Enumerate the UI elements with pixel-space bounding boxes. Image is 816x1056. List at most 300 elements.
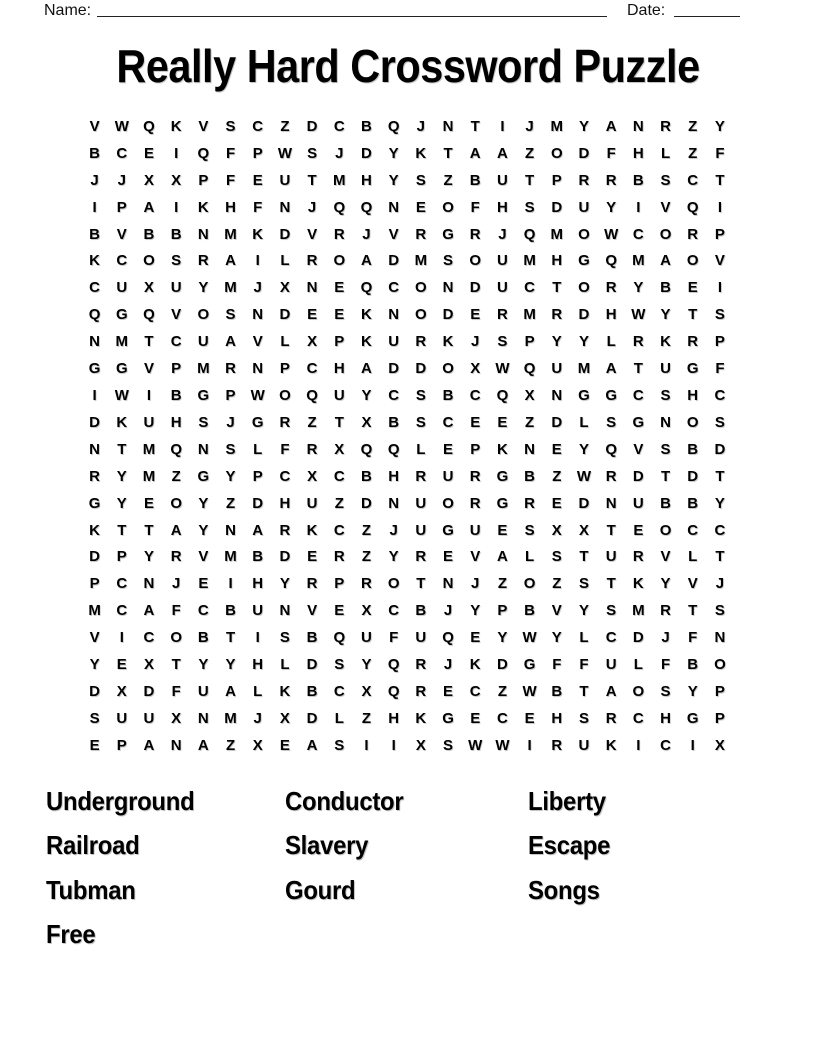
grid-letter: E	[443, 548, 454, 566]
grid-letter: Z	[361, 521, 372, 539]
grid-letter: E	[198, 575, 209, 593]
grid-letter: Z	[334, 494, 344, 512]
grid-letter: X	[524, 387, 535, 405]
grid-letter: S	[279, 629, 290, 647]
grid-letter: I	[92, 387, 97, 405]
grid-letter: A	[605, 117, 617, 135]
grid-letter: S	[415, 171, 426, 189]
grid-letter: U	[605, 548, 617, 566]
grid-letter: C	[388, 279, 400, 297]
grid-letter: O	[550, 144, 563, 162]
grid-letter: N	[279, 602, 291, 620]
grid-letter: O	[578, 225, 590, 243]
grid-letter: F	[171, 602, 181, 620]
grid-letter: J	[253, 709, 262, 727]
grid-letter: K	[632, 575, 644, 593]
grid-letter: C	[714, 521, 726, 539]
grid-letter: R	[551, 736, 563, 754]
grid-letter: T	[688, 306, 698, 324]
word-list-item-label: Free	[46, 919, 96, 950]
grid-letter: C	[116, 252, 128, 270]
grid-letter: K	[89, 521, 101, 539]
grid-letter: I	[174, 144, 179, 162]
grid-letter: R	[632, 333, 644, 351]
grid-letter: M	[414, 252, 428, 270]
grid-letter: L	[525, 548, 535, 566]
grid-letter: E	[334, 602, 345, 620]
grid-letter: I	[636, 198, 641, 216]
grid-letter: H	[551, 709, 563, 727]
grid-letter: Q	[605, 252, 617, 270]
page-title: Really Hard Crossword Puzzle	[116, 40, 700, 92]
grid-letter: Z	[552, 467, 562, 485]
grid-letter: X	[361, 602, 372, 620]
grid-letter: J	[307, 198, 317, 216]
grid-letter: B	[660, 494, 671, 512]
grid-letter: F	[470, 198, 480, 216]
grid-letter: X	[171, 171, 182, 189]
word-list-item	[46, 868, 285, 913]
grid-letter: J	[335, 144, 344, 162]
grid-letter: Q	[333, 629, 346, 647]
grid-letter: K	[306, 521, 318, 539]
grid-letter: M	[550, 117, 564, 135]
grid-letter: Y	[687, 682, 698, 700]
grid-letter: Z	[525, 144, 535, 162]
grid-letter: W	[277, 144, 292, 162]
grid-letter: N	[279, 198, 291, 216]
grid-letter: M	[632, 602, 645, 620]
grid-letter: X	[361, 682, 372, 700]
grid-letter: Q	[387, 682, 400, 700]
grid-letter: Q	[387, 656, 400, 674]
grid-letter: D	[415, 360, 427, 378]
grid-letter: N	[197, 709, 209, 727]
grid-letter: G	[115, 360, 128, 378]
grid-letter: S	[225, 440, 236, 458]
grid-letter: Y	[633, 279, 644, 297]
grid-letter: M	[523, 306, 536, 324]
grid-letter: X	[143, 279, 154, 297]
word-list-item-label: Conductor	[285, 785, 404, 816]
grid-letter: B	[225, 602, 236, 620]
grid-letter: T	[334, 413, 344, 431]
grid-letter: M	[577, 360, 591, 378]
grid-letter: D	[89, 682, 101, 700]
grid-letter: T	[470, 117, 480, 135]
grid-letter: P	[116, 548, 127, 566]
grid-letter: S	[714, 602, 725, 620]
grid-letter: R	[469, 494, 481, 512]
grid-letter: O	[143, 252, 155, 270]
grid-letter: J	[443, 602, 453, 620]
grid-letter: Y	[606, 198, 617, 216]
grid-letter: N	[197, 440, 209, 458]
grid-letter: D	[279, 548, 291, 566]
grid-letter: A	[170, 521, 182, 539]
grid-letter: E	[307, 306, 318, 324]
grid-letter: A	[496, 548, 508, 566]
grid-letter: V	[89, 629, 100, 647]
grid-letter: A	[225, 333, 236, 351]
grid-letter: T	[579, 682, 589, 700]
grid-letter: B	[687, 494, 699, 512]
grid-letter: H	[388, 467, 400, 485]
grid-letter: P	[551, 171, 562, 189]
grid-letter: N	[306, 279, 318, 297]
grid-letter: B	[551, 682, 563, 700]
grid-letter: V	[89, 117, 100, 135]
grid-letter: T	[117, 521, 127, 539]
grid-letter: O	[170, 629, 182, 647]
grid-letter: U	[415, 629, 427, 647]
grid-letter: C	[524, 279, 536, 297]
grid-letter: R	[333, 548, 345, 566]
grid-letter: K	[496, 440, 508, 458]
grid-letter: K	[116, 413, 128, 431]
grid-letter: T	[144, 521, 154, 539]
grid-letter: Q	[360, 198, 373, 216]
grid-letter: Y	[143, 548, 154, 566]
grid-letter: D	[252, 494, 264, 512]
grid-letter: J	[389, 521, 398, 539]
grid-letter: D	[496, 656, 508, 674]
grid-letter: R	[279, 413, 291, 431]
grid-letter: E	[470, 629, 481, 647]
grid-letter: Y	[470, 602, 481, 620]
grid-letter: O	[415, 279, 427, 297]
grid-letter: I	[717, 279, 722, 297]
grid-letter: V	[551, 602, 562, 620]
grid-letter: N	[605, 494, 617, 512]
grid-letter: Z	[688, 117, 698, 135]
grid-letter: D	[632, 629, 644, 647]
grid-letter: B	[361, 467, 372, 485]
grid-letter: H	[605, 306, 617, 324]
grid-letter: K	[415, 144, 427, 162]
grid-letter: Y	[198, 656, 209, 674]
grid-letter: B	[89, 225, 101, 243]
grid-letter: W	[250, 387, 265, 405]
grid-letter: U	[496, 171, 508, 189]
grid-letter: W	[495, 360, 510, 378]
grid-letter: I	[364, 736, 369, 754]
grid-letter: A	[496, 144, 508, 162]
grid-letter: K	[469, 656, 481, 674]
grid-letter: H	[361, 171, 372, 189]
grid-letter: C	[333, 521, 345, 539]
grid-letter: C	[252, 117, 264, 135]
grid-letter: K	[361, 333, 372, 351]
grid-letter: Z	[525, 413, 535, 431]
grid-letter: X	[143, 656, 154, 674]
grid-letter: Y	[198, 521, 209, 539]
grid-letter: I	[174, 198, 179, 216]
grid-letter: N	[632, 117, 644, 135]
grid-letter: D	[306, 656, 318, 674]
grid-letter: M	[115, 333, 129, 351]
grid-letter: D	[714, 440, 726, 458]
title-row	[0, 40, 816, 92]
grid-letter: G	[88, 494, 101, 512]
grid-letter: B	[89, 144, 101, 162]
grid-letter: O	[442, 494, 454, 512]
grid-letter: C	[632, 709, 644, 727]
grid-letter: G	[496, 467, 509, 485]
grid-letter: Y	[497, 629, 508, 647]
grid-letter: E	[470, 413, 481, 431]
grid-letter: K	[442, 333, 454, 351]
grid-letter: T	[606, 521, 616, 539]
grid-letter: Y	[225, 656, 236, 674]
grid-letter: U	[496, 279, 508, 297]
word-list-item	[46, 824, 285, 869]
word-list-item	[528, 868, 768, 913]
grid-letter: J	[117, 171, 126, 189]
grid-letter: F	[688, 629, 698, 647]
grid-letter: S	[497, 333, 508, 351]
grid-letter: A	[660, 252, 671, 270]
grid-letter: A	[605, 682, 617, 700]
grid-letter: U	[116, 279, 128, 297]
grid-letter: Q	[523, 225, 536, 243]
grid-letter: X	[279, 709, 290, 727]
grid-letter: T	[117, 440, 127, 458]
grid-letter: X	[252, 736, 263, 754]
grid-letter: J	[226, 413, 235, 431]
grid-letter: T	[225, 629, 236, 647]
grid-letter: Q	[686, 198, 699, 216]
grid-letter: C	[388, 602, 400, 620]
grid-letter: E	[497, 521, 508, 539]
grid-letter: L	[334, 709, 344, 727]
grid-letter: I	[92, 198, 97, 216]
grid-letter: A	[143, 736, 155, 754]
grid-letter: L	[660, 144, 671, 162]
grid-letter: P	[116, 736, 127, 754]
grid-letter: E	[551, 494, 562, 512]
grid-letter: I	[391, 736, 396, 754]
grid-letter: H	[551, 252, 563, 270]
grid-letter: C	[197, 602, 209, 620]
grid-letter: D	[469, 279, 481, 297]
grid-letter: Q	[170, 440, 182, 458]
grid-letter: X	[279, 279, 290, 297]
grid-letter: F	[606, 144, 616, 162]
grid-letter: U	[333, 387, 345, 405]
grid-letter: V	[307, 602, 318, 620]
grid-letter: S	[660, 171, 671, 189]
grid-letter: N	[197, 225, 209, 243]
grid-letter: Y	[116, 467, 127, 485]
grid-letter: K	[197, 198, 209, 216]
grid-letter: T	[416, 575, 426, 593]
grid-letter: H	[252, 575, 264, 593]
grid-letter: V	[252, 333, 263, 351]
grid-letter: U	[170, 279, 182, 297]
grid-letter: P	[116, 198, 127, 216]
grid-letter: Y	[551, 333, 562, 351]
word-list-column	[285, 779, 528, 957]
grid-letter: E	[252, 171, 263, 189]
grid-letter: D	[578, 144, 590, 162]
grid-letter: V	[171, 306, 182, 324]
grid-letter: L	[579, 413, 589, 431]
word-list-item-label: Slavery	[285, 830, 369, 861]
grid-letter: S	[443, 736, 454, 754]
grid-letter: E	[334, 279, 345, 297]
grid-letter: W	[576, 467, 592, 485]
grid-letter: G	[442, 521, 454, 539]
grid-letter: V	[198, 548, 209, 566]
grid-letter: I	[255, 629, 260, 647]
grid-letter: Z	[497, 682, 507, 700]
grid-letter: O	[442, 360, 454, 378]
grid-letter: U	[551, 360, 563, 378]
grid-letter: I	[717, 198, 722, 216]
grid-letter: A	[469, 144, 481, 162]
grid-letter: F	[253, 198, 263, 216]
grid-letter: K	[252, 225, 264, 243]
grid-letter: D	[143, 682, 155, 700]
grid-letter: Z	[361, 548, 372, 566]
grid-letter: E	[443, 682, 454, 700]
grid-letter: A	[197, 736, 209, 754]
grid-letter: Q	[523, 360, 536, 378]
word-list-item-label: Escape	[528, 830, 611, 861]
grid-letter: N	[442, 117, 454, 135]
grid-letter: C	[469, 682, 481, 700]
grid-letter: C	[116, 144, 128, 162]
grid-letter: U	[496, 252, 508, 270]
grid-letter: B	[170, 387, 182, 405]
word-list-item	[46, 779, 285, 824]
grid-letter: V	[660, 548, 671, 566]
grid-letter: O	[686, 413, 699, 431]
grid-letter: P	[714, 682, 725, 700]
grid-letter: B	[197, 629, 209, 647]
grid-letter: C	[605, 629, 617, 647]
grid-letter: V	[660, 198, 671, 216]
grid-letter: Q	[143, 306, 155, 324]
grid-letter: V	[198, 117, 209, 135]
grid-letter: N	[442, 575, 454, 593]
grid-letter: A	[143, 198, 155, 216]
grid-letter: O	[333, 252, 346, 270]
grid-letter: I	[690, 736, 695, 754]
grid-letter: M	[197, 360, 210, 378]
grid-letter: R	[687, 333, 699, 351]
grid-letter: X	[415, 736, 426, 754]
grid-letter: Y	[198, 494, 209, 512]
grid-letter: W	[468, 736, 483, 754]
grid-letter: E	[470, 709, 481, 727]
grid-letter: G	[605, 387, 617, 405]
grid-letter: Y	[578, 333, 589, 351]
grid-letter: Q	[88, 306, 101, 324]
grid-letter: S	[660, 682, 671, 700]
grid-letter: S	[551, 548, 562, 566]
grid-letter: T	[307, 171, 317, 189]
grid-letter: Y	[714, 117, 725, 135]
grid-letter: J	[498, 225, 507, 243]
word-list	[46, 779, 768, 957]
grid-letter: E	[687, 279, 698, 297]
grid-letter: M	[632, 252, 645, 270]
grid-letter: Y	[388, 144, 399, 162]
grid-letter: P	[225, 387, 236, 405]
grid-letter: S	[415, 413, 426, 431]
grid-letter: X	[714, 736, 725, 754]
grid-letter: F	[715, 144, 725, 162]
grid-letter: J	[362, 225, 371, 243]
grid-letter: D	[632, 467, 644, 485]
grid-letter: X	[470, 360, 481, 378]
grid-letter: W	[631, 306, 646, 324]
grid-letter: L	[280, 333, 290, 351]
grid-letter: Y	[89, 656, 100, 674]
grid-letter: P	[252, 467, 263, 485]
grid-letter: C	[333, 467, 345, 485]
grid-letter: T	[525, 171, 535, 189]
word-list-item-label: Liberty	[528, 785, 606, 816]
grid-letter: D	[388, 360, 400, 378]
grid-letter: Y	[660, 306, 671, 324]
grid-letter: Q	[387, 440, 400, 458]
grid-letter: P	[714, 225, 725, 243]
grid-letter: B	[143, 225, 155, 243]
grid-letter: J	[171, 575, 181, 593]
grid-letter: Y	[361, 387, 372, 405]
grid-letter: X	[143, 171, 154, 189]
grid-letter: K	[605, 736, 617, 754]
grid-letter: R	[469, 467, 481, 485]
grid-letter: R	[89, 467, 101, 485]
grid-letter: N	[143, 575, 155, 593]
grid-letter: E	[334, 306, 345, 324]
word-list-column	[46, 779, 285, 957]
grid-letter: D	[687, 467, 699, 485]
grid-letter: R	[415, 333, 427, 351]
grid-letter: S	[307, 144, 318, 162]
grid-letter: C	[116, 602, 128, 620]
grid-letter: C	[469, 387, 481, 405]
grid-letter: F	[389, 629, 399, 647]
grid-letter: R	[306, 575, 318, 593]
grid-letter: R	[225, 360, 236, 378]
grid-letter: P	[89, 575, 100, 593]
grid-letter: Y	[660, 575, 671, 593]
grid-letter: S	[415, 387, 426, 405]
grid-letter: U	[578, 736, 590, 754]
grid-letter: O	[632, 682, 645, 700]
grid-letter: S	[660, 387, 671, 405]
letter-grid	[81, 113, 734, 759]
name-label: Name:	[44, 2, 92, 19]
grid-letter: X	[334, 440, 345, 458]
grid-letter: H	[687, 387, 699, 405]
grid-letter: N	[714, 629, 726, 647]
grid-letter: O	[659, 225, 672, 243]
grid-letter: G	[578, 252, 590, 270]
grid-letter: R	[415, 225, 427, 243]
grid-letter: H	[388, 709, 400, 727]
grid-letter: Y	[551, 629, 562, 647]
grid-letter: S	[443, 252, 454, 270]
grid-letter: H	[333, 360, 345, 378]
grid-letter: S	[660, 440, 671, 458]
grid-letter: Y	[578, 440, 589, 458]
